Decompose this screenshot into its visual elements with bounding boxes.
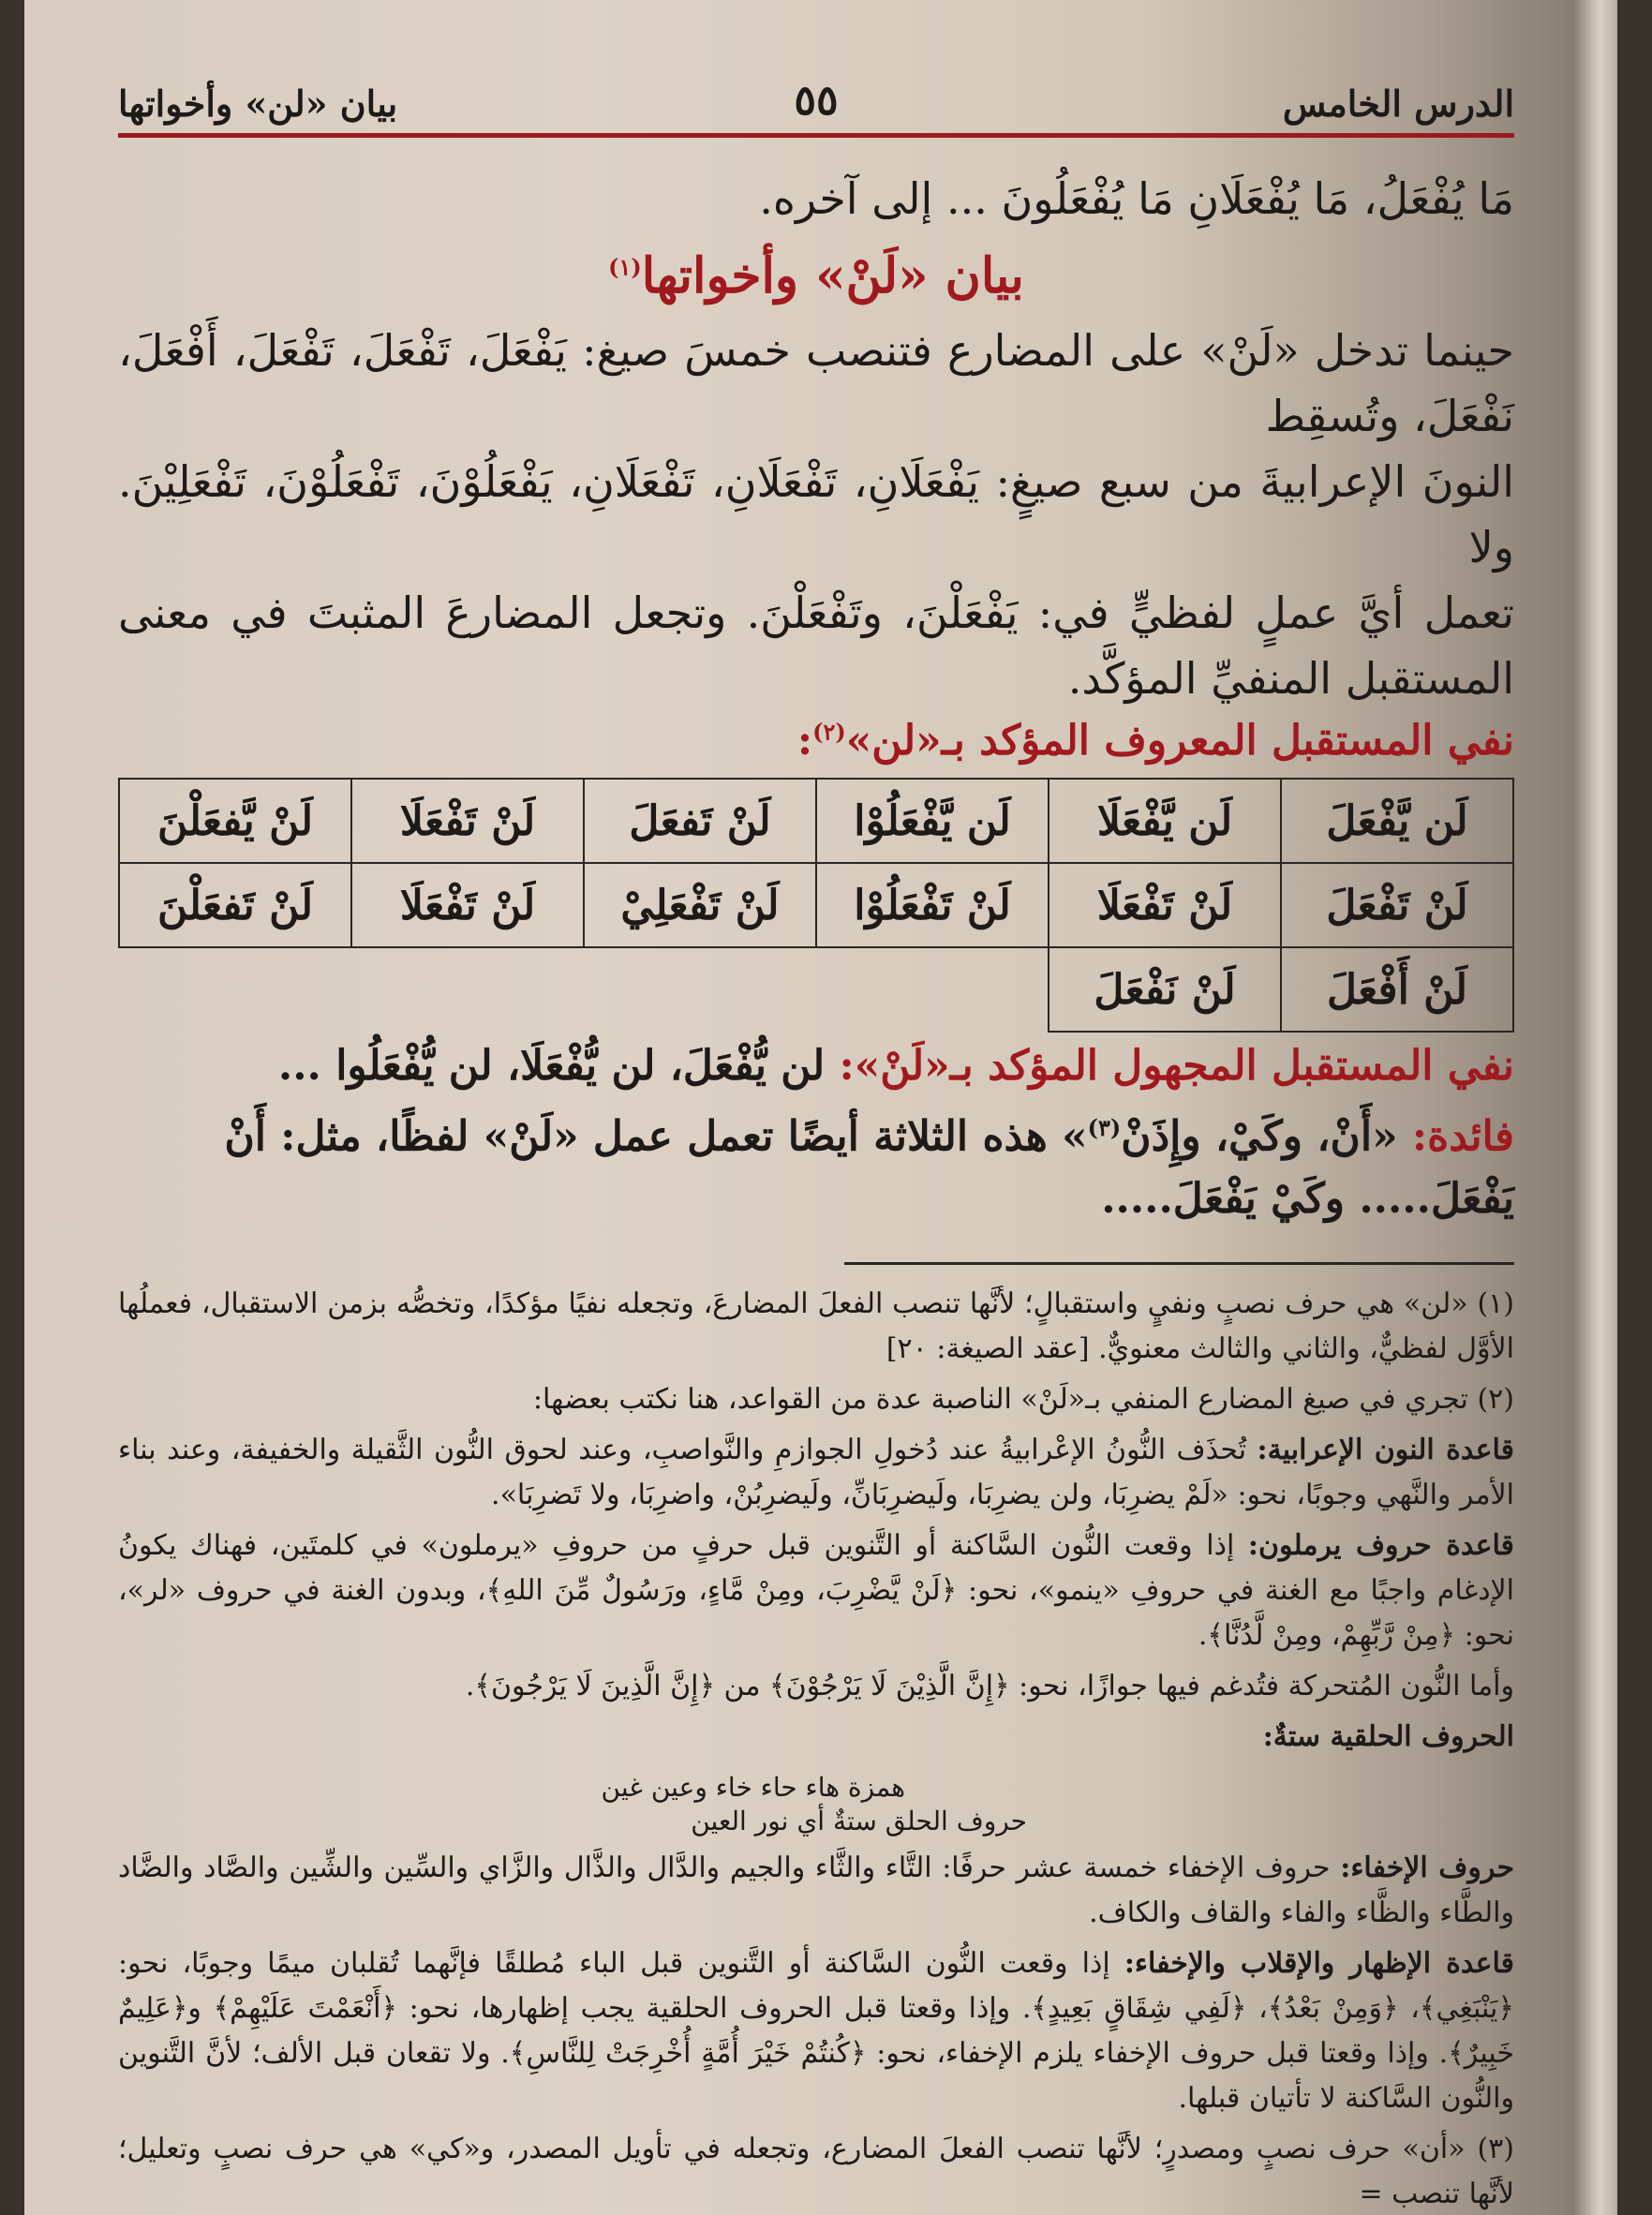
table-cell: لَنْ تَفعَلَ [584, 779, 816, 863]
table-cell: لَن يَّفْعَلَ [1281, 779, 1513, 863]
passive-heading: نفي المستقبل المجهول المؤكد بـ«لَنْ»: [839, 1042, 1514, 1090]
table-cell-empty [816, 947, 1049, 1032]
table-row [119, 863, 1513, 947]
rule-izhar-label: قاعدة الإظهار والإقلاب والإخفاء: [1124, 1946, 1514, 1980]
book-page [24, 0, 1617, 2215]
poem-verse [118, 1765, 1514, 1840]
rule-izhar [118, 1941, 1514, 2121]
section-title-text: بيان «لَنْ» وأخواتها [641, 247, 1024, 305]
known-heading-footnote-ref: (٢) [812, 718, 846, 746]
intro-line: مَا يُفْعَلُ، مَا يُفْعَلَانِ مَا يُفْعَلُونَ ... إلى آخره. [759, 173, 1514, 224]
known-heading: نفي المستقبل المعروف المؤكد بـ«لن»$^{(٢)}$: [796, 717, 1514, 765]
table-cell: لَنْ تَفْعَلَا [351, 779, 584, 863]
table-cell: لَنْ أَفْعَلَ [1281, 947, 1513, 1032]
table-cell: لَنْ نَفْعَلَ [1049, 947, 1281, 1032]
rule-nun-text: تُحذَف النُّونُ الإعْرابيةُ عند دُخولِ الجوازمِ والنَّواصبِ، وعند لحوق النُّون الثَّقيلة والخفيفة، وعند بناء الأمر والنَّهي وجوبًا، نحو: «لَمْ يضرِبَا، ولن يضرِبَا، ولَيضرِبَانِّ، ولَيضرِبُنْ، واضرِبَا، ولا تَضرِبَا». [118, 1433, 1514, 1511]
section-title-footnote-ref: (١) [608, 253, 642, 281]
table-cell: لَنْ تَفعَلْنَ [119, 863, 351, 947]
table-row [119, 779, 1513, 863]
rule-nun-label: قاعدة النون الإعرابية: [1257, 1433, 1514, 1466]
rule-yarmalun [118, 1524, 1514, 1658]
footnote-divider [844, 1262, 1514, 1265]
poem-hemistich-2: همزة هاء حاء خاء وعين غين [601, 1771, 905, 1803]
halqi-heading-text: الحروف الحلقية ستةٌ: [1262, 1719, 1514, 1753]
rule-yarmalun-text: إذا وقعت النُّون السَّاكنة أو التَّنوين قبل حرفٍ من حروفِ «يرملون» في كلمتَين، فهناك يكونُ الإدغام واجبًا مع الغنة في حروفِ «ينمو»، نحو: ﴿لَنْ يَّضْرِبَ، ومِنْ مَّاءٍ، ورَسُولٌ مِّنَ اللهِ﴾، وبدون الغنة في حروف «لر»، نحو: ﴿مِنْ رَّبِّهِمْ، ومِنْ لَّدُنَّا﴾. [118, 1528, 1514, 1652]
table-cell: لَن يَّفْعَلُوْا [816, 779, 1049, 863]
table-cell-empty [584, 947, 816, 1032]
faida-line [118, 1097, 1514, 1230]
faida-label: فائدة: [1411, 1112, 1514, 1161]
body-line-2: النونَ الإعرابيةَ من سبع صيغٍ: يَفْعَلَانِ، تَفْعَلَانِ، تَفْعَلَانِ، يَفْعَلُوْنَ، تَفْعَلُوْنَ، تَفْعَلِيْنَ. ولا [118, 456, 1514, 572]
rule-nun [118, 1428, 1514, 1518]
rule-izhar-text: إذا وقعت النُّون السَّاكنة أو التَّنوين قبل الباء مُطلقًا فإنَّهما تُقلبان ميمًا وجوبًا، نحو: ﴿يَنْبَغِي﴾، ﴿وَمِنْ بَعْدُ﴾، ﴿لَفِي شِقَاقٍ بَعِيدٍ﴾. وإذا وقعتا قبل الحروف الحلقية يجب إظهارها، نحو: ﴿أَنْعَمْتَ عَلَيْهِمْ﴾ و﴿عَلِيمٌ خَبِيرٌ﴾. وإذا وقعتا قبل حروف الإخفاء يلزم الإخفاء، نحو: ﴿كُنتُمْ خَيْرَ أُمَّةٍ أُخْرِجَتْ لِلنَّاسِ﴾. ولا تقعان قبل الألف؛ لأنَّ التَّنوين والنُّون السَّاكنة لا تأتيان قبلها. [118, 1946, 1514, 2115]
rule-yarmalun-label: قاعدة حروف يرملون: [1247, 1528, 1514, 1562]
section-title [118, 247, 1514, 305]
faida-text-b: » هذه الثلاثة أيضًا تعمل عمل «لَنْ» لفظًا، مثل: أَنْ يَفْعَلَ..... وكَيْ يَفْعَلَ..... [224, 1112, 1514, 1223]
rule-ikhfa [118, 1846, 1514, 1936]
poem-hemistich-1: حروف الحلق ستةٌ أي نور العين [691, 1805, 1027, 1836]
table-cell: لَنْ تَفْعَلُوْا [816, 863, 1049, 947]
rule-ikhfa-label: حروف الإخفاء: [1340, 1851, 1514, 1884]
table-cell-empty [119, 947, 351, 1032]
table-cell: لَنْ تَفْعَلَا [351, 863, 584, 947]
table-row [119, 947, 1513, 1032]
footnote-1: (١) «لن» هي حرف نصبٍ ونفيٍ واستقبالٍ؛ لأنَّها تنصب الفعلَ المضارعَ، وتجعله نفيًا مؤكدًا، وتخصُّه بزمن الاستقبال، فعملُها الأوَّل لفظيٌّ، والثاني والثالث معنويٌّ. [عقد الصيغة: ٢٠] [118, 1286, 1514, 1365]
running-header [118, 77, 1514, 138]
table-cell: لَنْ تَفْعَلَ [1281, 863, 1513, 947]
halqi-heading [118, 1715, 1514, 1760]
faida-footnote-ref: (٣) [1087, 1114, 1122, 1141]
header-lesson: الدرس الخامس [1282, 82, 1514, 125]
footnote-2: (٢) تجري في صيغ المضارع المنفي بـ«لَنْ» الناصبة عدة من القواعد، هنا نكتب بعضها: [532, 1382, 1514, 1416]
conjugation-table [118, 778, 1514, 1033]
header-topic: بيان «لن» وأخواتها [118, 82, 398, 125]
known-heading-text: نفي المستقبل المعروف المؤكد بـ«لن» [845, 717, 1514, 765]
footnote-3: (٣) «أن» حرف نصبٍ ومصدرٍ؛ لأنَّها تنصب الفعلَ المضارع، وتجعله في تأويل المصدر، و«كي» هي حرف نصبٍ وتعليل؛ لأنَّها تنصب = [118, 2132, 1514, 2210]
table-cell: لَنْ يَّفعَلْنَ [119, 779, 351, 863]
passive-line [118, 1042, 1514, 1090]
body-line-1: حينما تدخل «لَنْ» على المضارع فتنصب خمسَ صيغ: يَفْعَلَ، تَفْعَلَ، تَفْعَلَ، أَفْعَلَ، نَفْعَلَ، وتُسقِط [118, 325, 1514, 441]
passive-text: لن يُّفْعَلَ، لن يُّفْعَلَا، لن يُّفْعَلُوا ... [277, 1042, 826, 1090]
main-content [118, 169, 1514, 2215]
table-cell: لَنْ تَفْعَلِيْ [584, 863, 816, 947]
table-cell: لَن يَّفْعَلَا [1049, 779, 1281, 863]
page-curl [1574, 0, 1617, 2215]
header-page-number: ٥٥ [794, 77, 839, 125]
table-cell-empty [351, 947, 584, 1032]
rule-mutaharrik: وأما النُّون المُتحركة فتُدغم فيها جوازًا، نحو: ﴿إِنَّ الَّذِيْنَ لَا يَرْجُوْنَ﴾ من ﴿إِنَّ الَّذِينَ لَا يَرْجُونَ﴾. [465, 1669, 1514, 1702]
body-line-3: تعمل أيَّ عملٍ لفظيٍّ في: يَفْعَلْنَ، وتَفْعَلْنَ. وتجعل المضارعَ المثبتَ في معنى المستقبل المنفيِّ المؤكَّد. [118, 587, 1514, 704]
rule-ikhfa-text: حروف الإخفاء خمسة عشر حرفًا: التَّاء والثَّاء والجيم والدَّال والذَّال والزَّاي والسِّين والشِّين والصَّاد والضَّاد والطَّاء والظَّاء والفاء والقاف والكاف. [118, 1851, 1514, 1929]
faida-text-a: «أَنْ، وكَيْ، وإِذَنْ [1121, 1112, 1398, 1161]
table-cell: لَنْ تَفْعَلَا [1049, 863, 1281, 947]
